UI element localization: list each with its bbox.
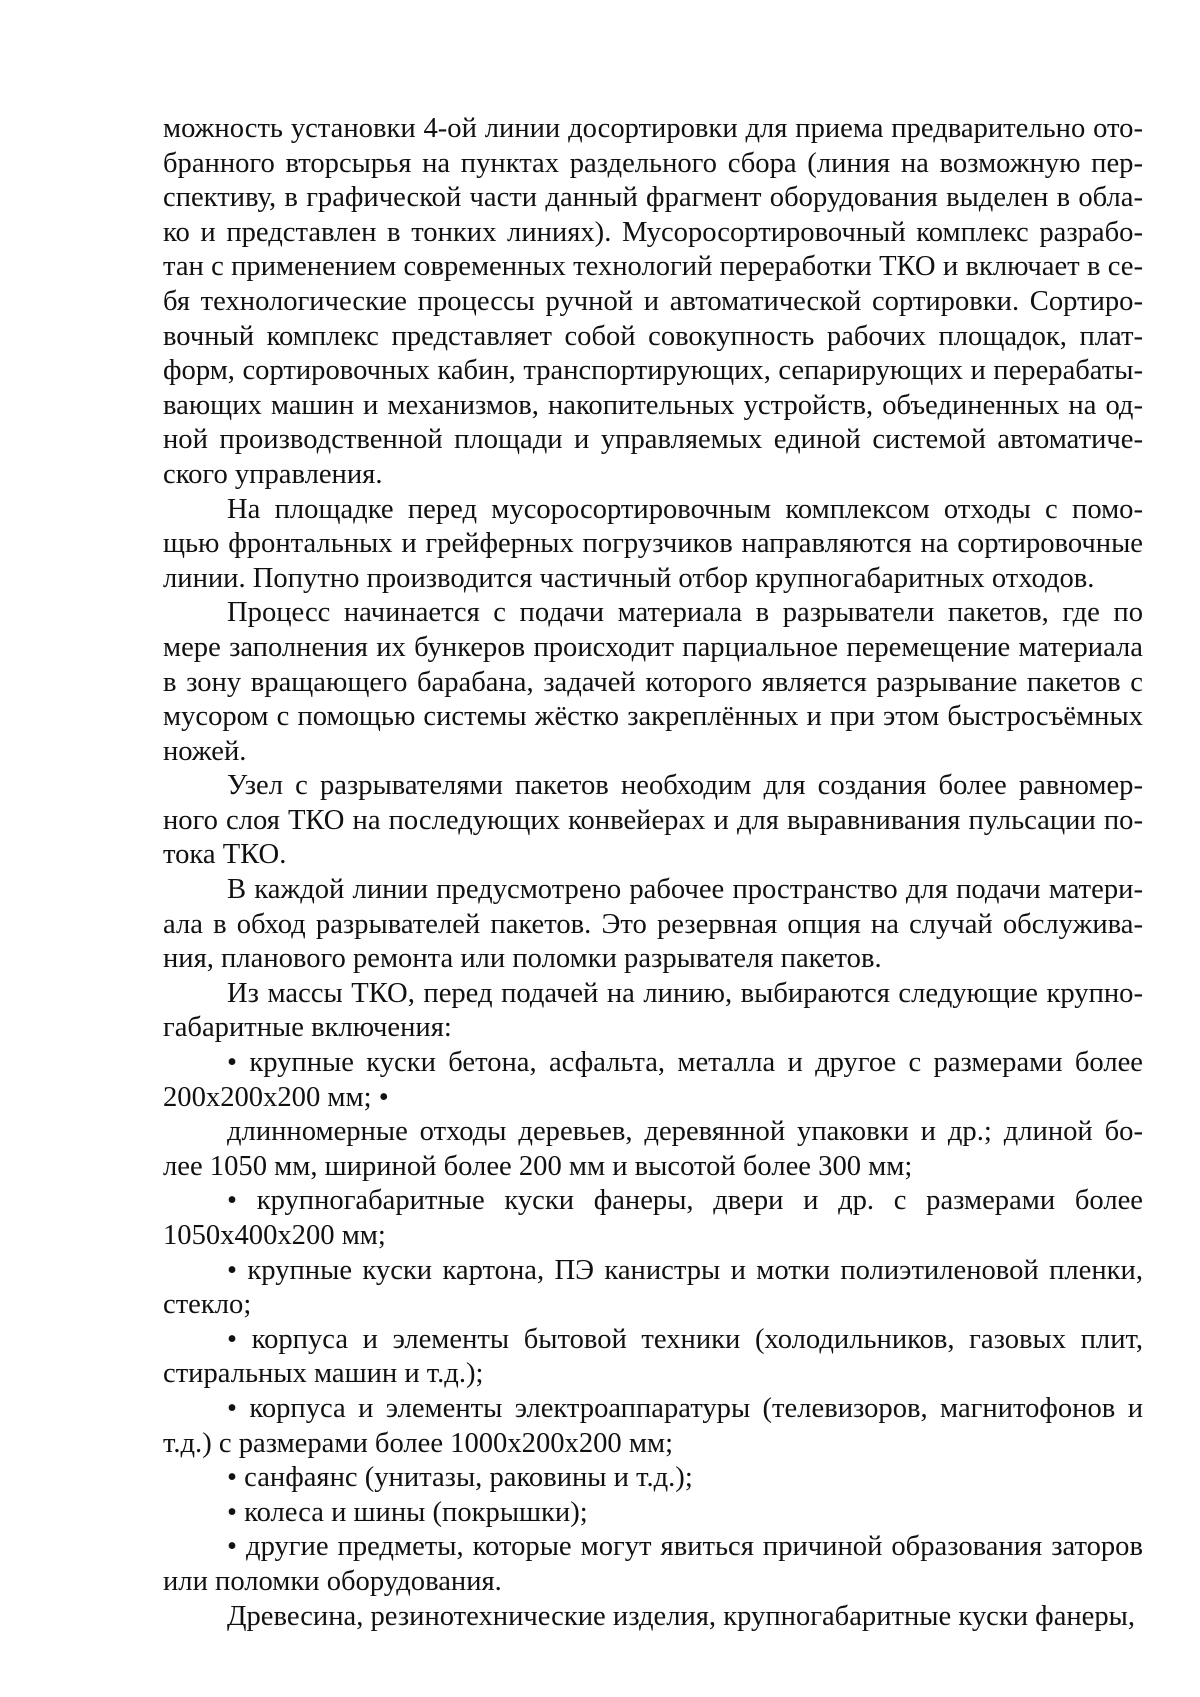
paragraph-loading-area: На площадке перед мусоросортировочным комплексом отходы с помо-щью фронтальных и грейферных погрузчиков направляются на сортировочные линии. Попутно производится частичный отбор крупногабаритных отходов. <box>163 493 1143 594</box>
list-item-electronics: • корпуса и элементы электроаппаратуры (телевизоров, магнитофонов и т.д.) с размерами более 1000х200х200 мм; <box>163 1392 1143 1459</box>
list-item-appliances: • корпуса и элементы бытовой техники (холодильников, газовых плит, стиральных машин и т.д.); <box>163 1323 1143 1390</box>
list-item-other: • другие предметы, которые могут явиться причиной образования заторов или поломки оборудования. <box>163 1531 1143 1597</box>
paragraph-bag-openers-purpose: Узел с разрывателями пакетов необходим для создания более равномер-ного слоя ТКО на последующих конвейерах и для выравнивания пульсации по-тока ТКО. <box>163 770 1143 871</box>
list-item-wheels: • колеса и шины (покрышки); <box>227 1496 588 1528</box>
paragraph-bag-openers-process: Процесс начинается с подачи материала в разрыватели пакетов, где по мере заполнения их бункеров происходит парциальное перемещение материала в зону вращающего барабана, задачей которого является разрывание пакетов с мусором с помощью системы жёстко закреплённых и при этом быстросъёмных ножей. <box>163 597 1143 767</box>
paragraph-wood-rubber: Древесина, резинотехнические изделия, крупногабаритные куски фанеры, <box>227 1600 1136 1632</box>
list-item-plywood: • крупногабаритные куски фанеры, двери и др. с размерами более 1050х400х200 мм; <box>163 1185 1143 1251</box>
list-item-cardboard: • крупные куски картона, ПЭ канистры и мотки полиэтиленовой пленки, стекло; <box>163 1254 1143 1321</box>
list-item-sanitary: • санфаянс (унитазы, раковины и т.д.); <box>227 1462 693 1494</box>
document-body <box>163 112 1143 1634</box>
paragraph-sorting-complex-description: можность установки 4-ой линии досортировки для приема предварительно ото-бранного вторсырья на пунктах раздельного сбора (линия на возможную пер-спективу, в графической части данный фрагмент оборудования выделен в обла-ко и представлен в тонких линиях). Мусоросортировочный комплекс разрабо-тан с применением современных технологий переработки ТКО и включает в се-бя технологические процессы ручной и автоматической сортировки. Сортиро-вочный комплекс представляет собой совокупность рабочих площадок, плат-форм, сортировочных кабин, транспортирующих, сепарирующих и перерабаты-вающих машин и механизмов, накопительных устройств, объединенных на од-ной производственной площади и управляемых единой системой автоматиче-ского управления. <box>163 113 1143 490</box>
paragraph-bulky-items-intro: Из массы ТКО, перед подачей на линию, выбираются следующие крупно-габаритные включения: <box>163 977 1143 1044</box>
list-item-concrete: • крупные куски бетона, асфальта, металла и другое с размерами более 200х200х200 мм; • <box>163 1047 1143 1113</box>
paragraph-bypass-option: В каждой линии предусмотрено рабочее пространство для подачи матери-ала в обход разрывателей пакетов. Это резервная опция на случай обслужива-ния, планового ремонта или поломки разрывателя пакетов. <box>163 874 1143 975</box>
list-item-long-wood: длинномерные отходы деревьев, деревянной упаковки и др.; длиной бо-лее 1050 мм, шириной более 200 мм и высотой более 300 мм; <box>163 1116 1143 1182</box>
